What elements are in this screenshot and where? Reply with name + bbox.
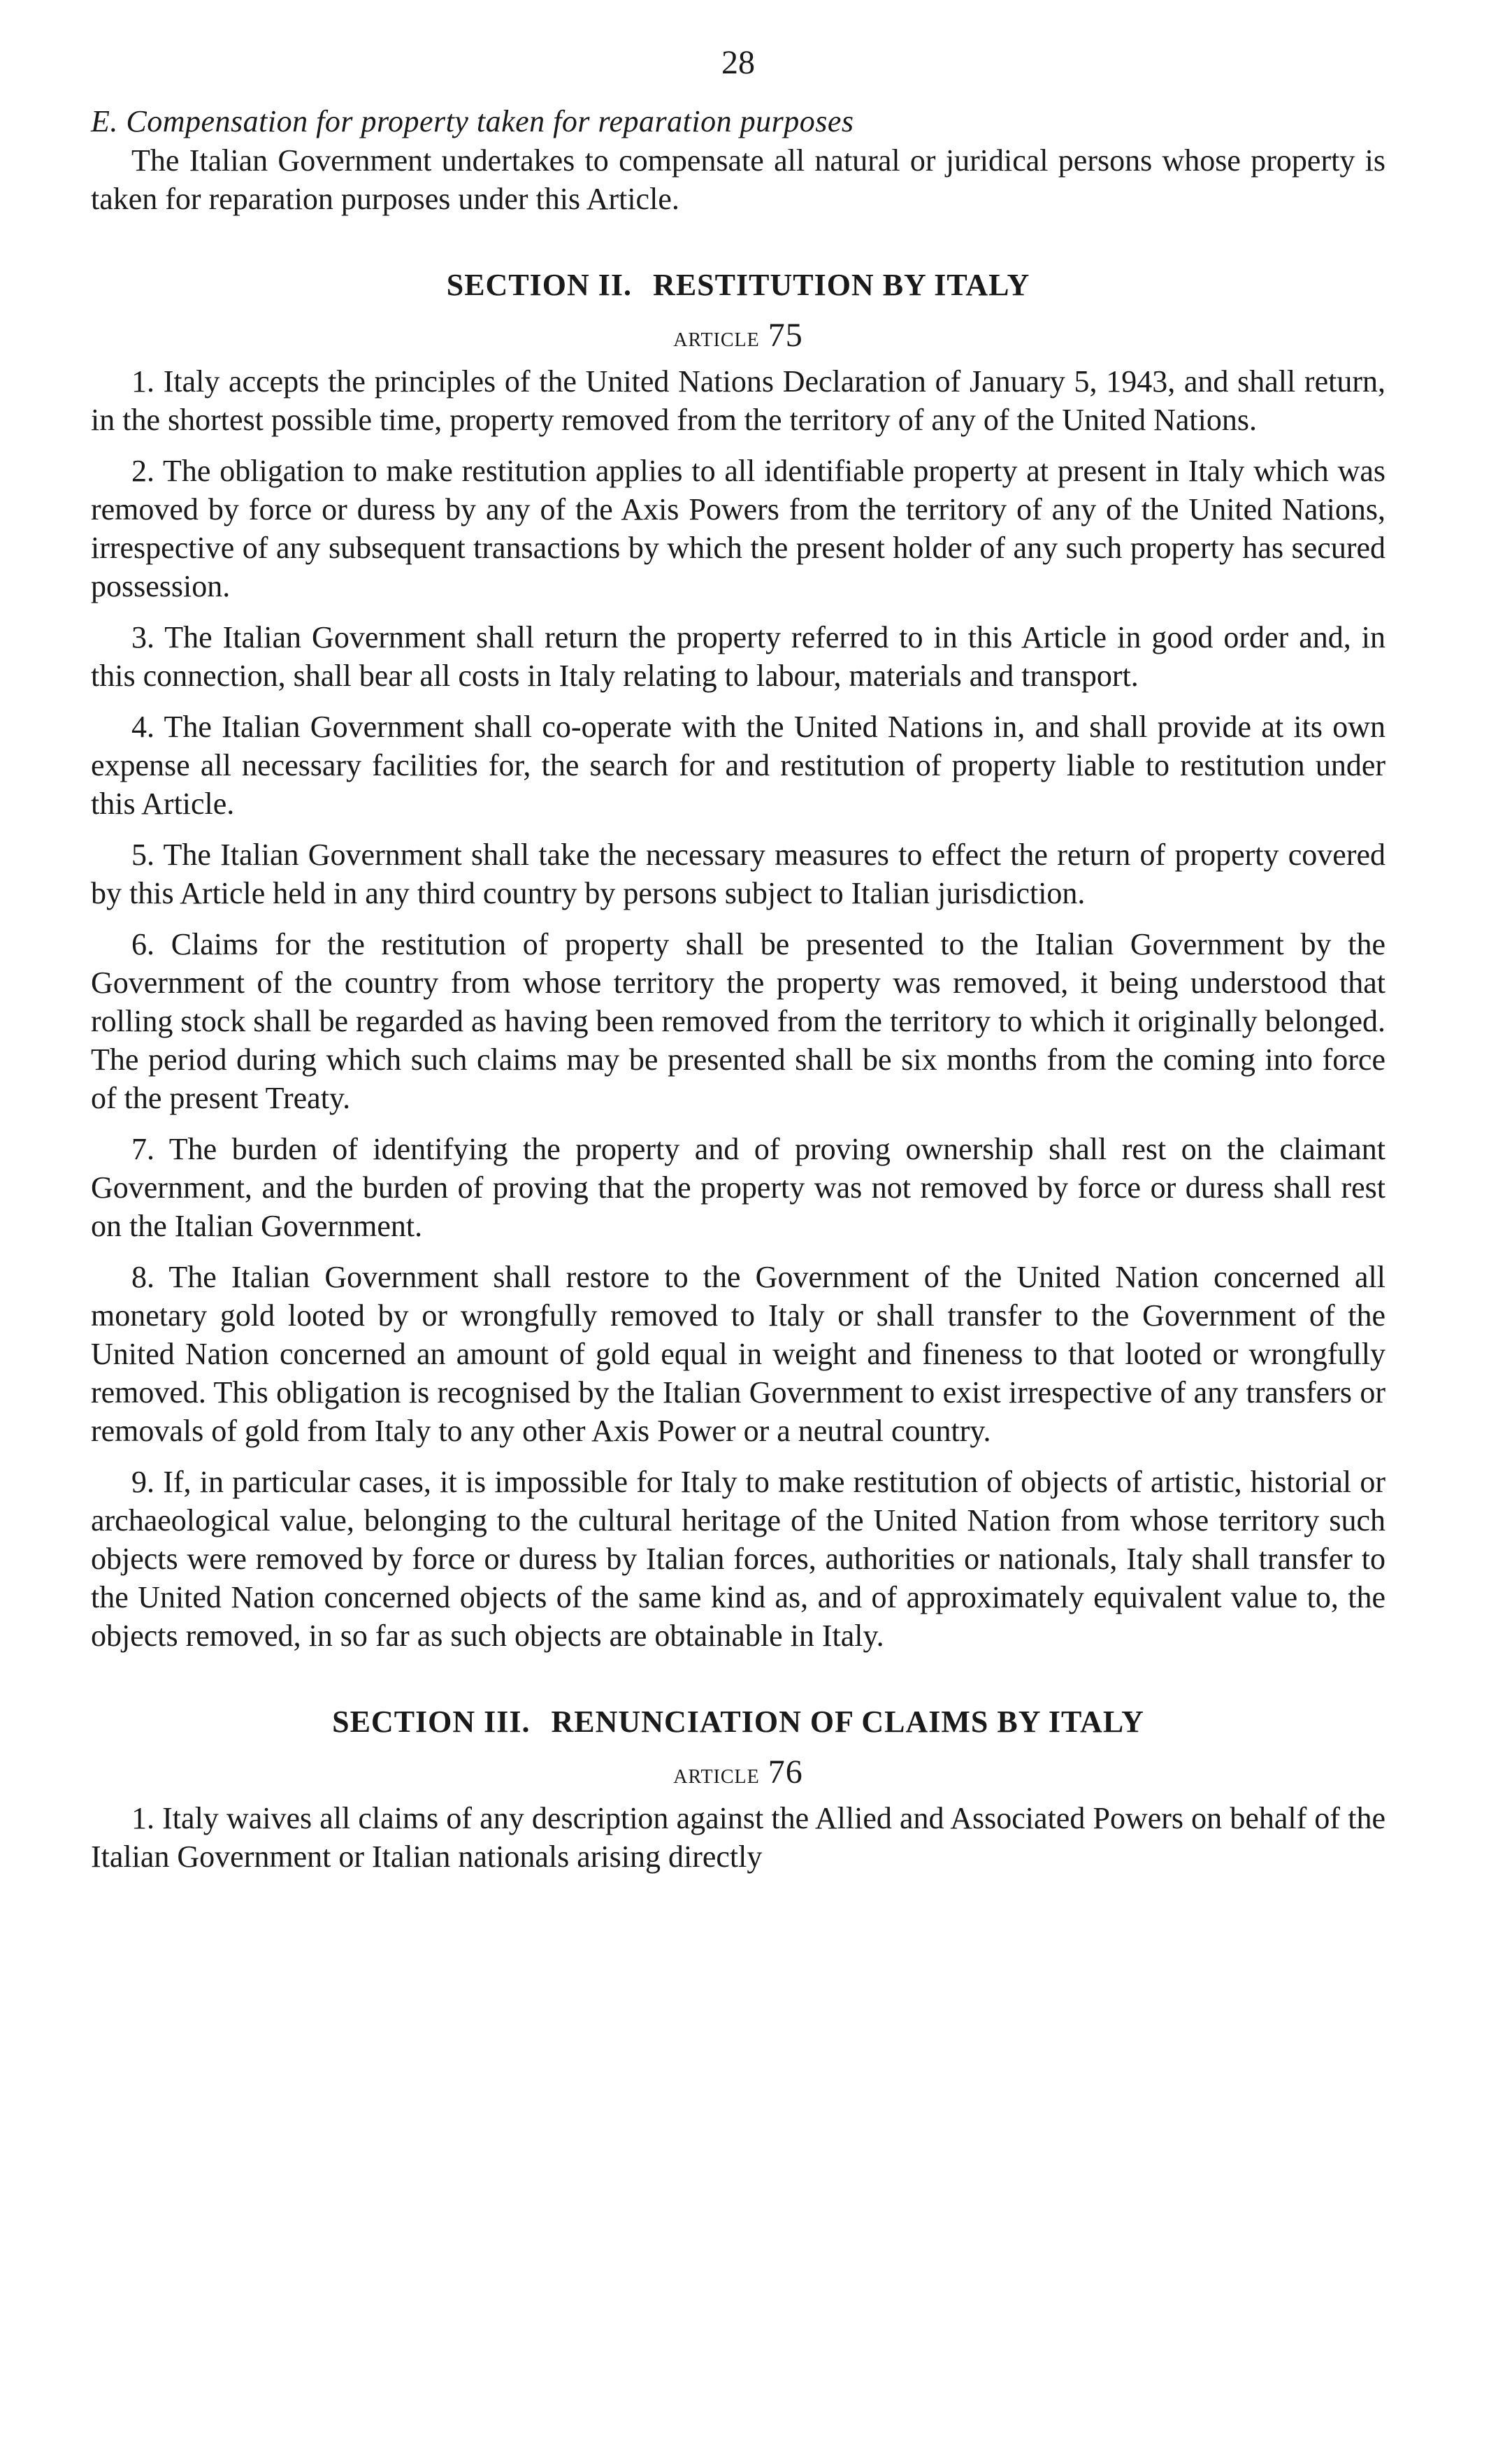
article-75-paragraph-1: 1. Italy accepts the principles of the United Nations Declaration of January 5, 1943, and shall return, in the shortest possible time, property removed from the territory of any of the United Nations. [91, 364, 1385, 437]
article-75-number: 75 [768, 317, 803, 354]
article-75-paragraph-8: 8. The Italian Government shall restore to the Government of the United Nation concerned all monetary gold looted by or wrongfully removed to Italy or shall transfer to the Government of the United Nation concerned an amount of gold equal in weight and fineness to that looted or wrongfully removed. This obligation is recognised by the Italian Government to exist irrespective of any transfers or removals of gold from Italy to any other Axis Power or a neutral country. [91, 1260, 1385, 1448]
article-76-number: 76 [768, 1754, 803, 1791]
section-2-heading [91, 266, 1385, 305]
article-76-word: article [673, 1758, 760, 1789]
section-3-heading [91, 1702, 1385, 1742]
page-number: 28 [721, 44, 755, 81]
article-75-paragraph-3: 3. The Italian Government shall return the property referred to in this Article in good order and, in this connection, shall bear all costs in Italy relating to labour, materials and transport. [91, 620, 1385, 693]
document-page [91, 42, 1385, 1888]
section-2-label: SECTION II. [446, 268, 633, 302]
article-76-paragraph-1: 1. Italy waives all claims of any description against the Allied and Associated Powers on behalf of the Italian Government or Italian nationals arising directly [91, 1801, 1385, 1874]
article-75-heading [91, 317, 1385, 355]
section-2-title: RESTITUTION BY ITALY [653, 268, 1030, 302]
article-75-word: article [673, 321, 760, 352]
subsection-e-text: The Italian Government undertakes to compensate all natural or juridical persons whose property is taken for reparation purposes under this Article. [91, 143, 1385, 216]
section-3-label: SECTION III. [332, 1705, 531, 1739]
article-75-paragraph-2: 2. The obligation to make restitution applies to all identifiable property at present in Italy which was removed by force or duress by any of the Axis Powers from the territory of any of the United Nations, irrespective of any subsequent transactions by which the present holder of any such property has secured possession. [91, 454, 1385, 603]
section-3-title: RENUNCIATION OF CLAIMS BY ITALY [551, 1705, 1144, 1739]
article-75-paragraph-4: 4. The Italian Government shall co-operate with the United Nations in, and shall provide at its own expense all necessary facilities for, the search for and restitution of property liable to restitution under this Article. [91, 710, 1385, 821]
article-76-heading [91, 1754, 1385, 1792]
article-75-paragraph-9: 9. If, in particular cases, it is impossible for Italy to make restitution of objects of artistic, historial or archaeological value, belonging to the cultural heritage of the United Nation from whose territory such objects were removed by force or duress by Italian forces, authorities or nationals, Italy shall transfer to the United Nation concerned objects of the same kind as, and of approximately equivalent value to, the objects removed, in so far as such objects are obtainable in Italy. [91, 1465, 1385, 1653]
subsection-e-heading: E. Compensation for property taken for reparation purposes [91, 104, 854, 138]
article-75-paragraph-6: 6. Claims for the restitution of property shall be presented to the Italian Government by the Government of the country from whose territory the property was removed, it being understood that rolling stock shall be regarded as having been removed from the territory to which it originally belonged. The period during which such claims may be presented shall be six months from the coming into force of the present Treaty. [91, 927, 1385, 1115]
article-75-paragraph-7: 7. The burden of identifying the property and of proving ownership shall rest on the claimant Government, and the burden of proving that the property was not removed by force or duress shall rest on the Italian Government. [91, 1132, 1385, 1243]
article-75-paragraph-5: 5. The Italian Government shall take the necessary measures to effect the return of property covered by this Article held in any third country by persons subject to Italian jurisdiction. [91, 838, 1385, 910]
